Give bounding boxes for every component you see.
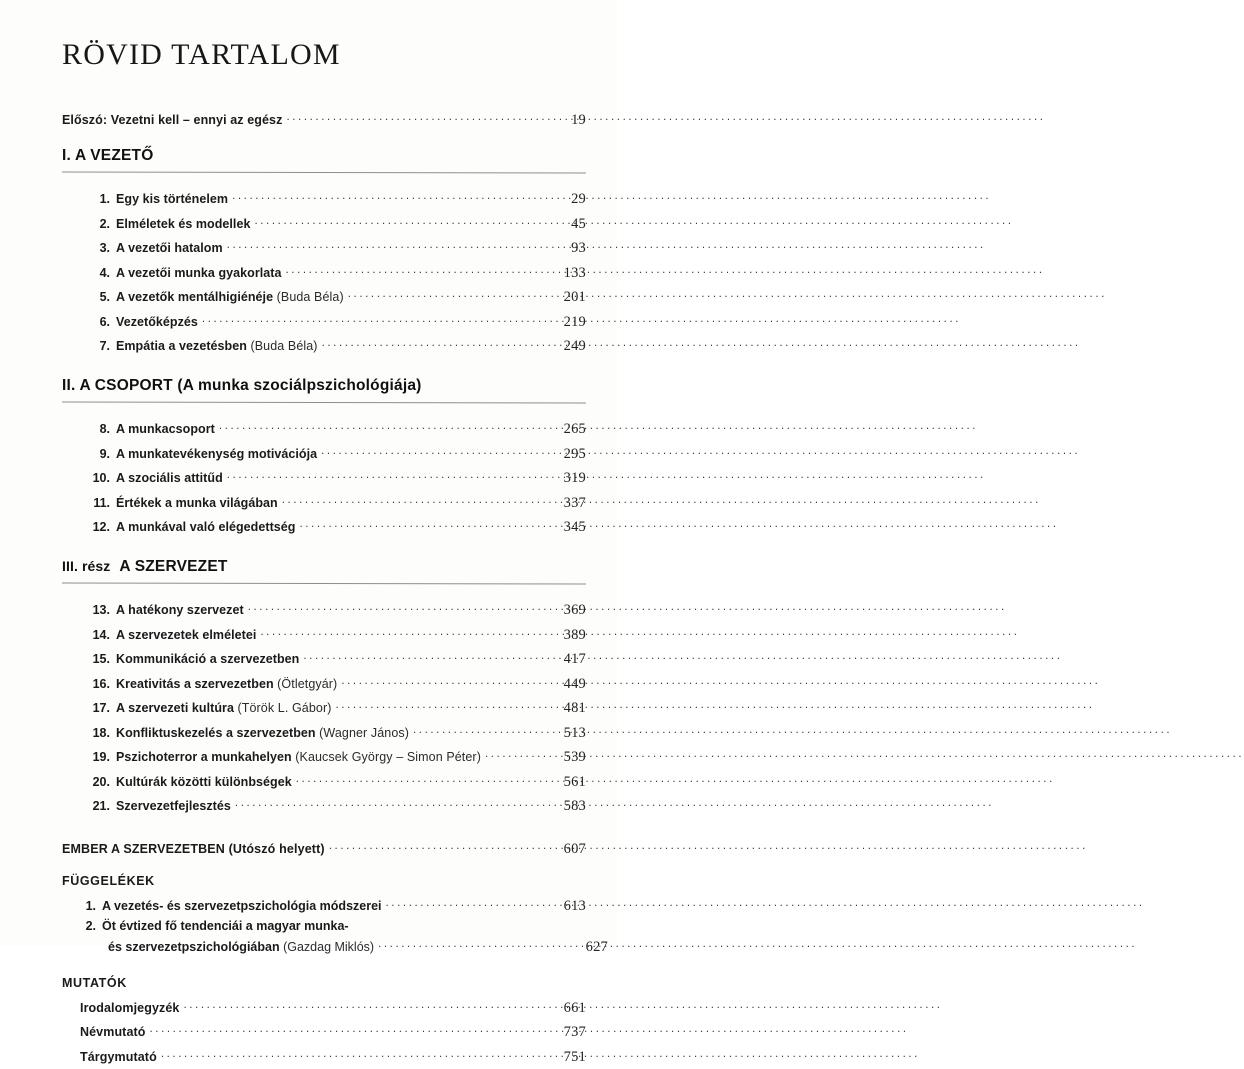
index-page: 751 bbox=[563, 1048, 586, 1065]
toc-entry[interactable] bbox=[86, 417, 586, 438]
chapter-title: A vezetői hatalom bbox=[116, 241, 223, 255]
chapter-title: Kultúrák közötti különbségek bbox=[116, 774, 292, 789]
toc-entry[interactable] bbox=[86, 623, 586, 644]
chapter-number: 13. bbox=[92, 603, 110, 617]
chapter-author: (Buda Béla) bbox=[250, 339, 318, 353]
toc-entry[interactable] bbox=[86, 721, 586, 742]
chapter-page: 513 bbox=[563, 724, 586, 741]
chapter-page: 583 bbox=[563, 798, 586, 814]
toc-entry[interactable] bbox=[80, 1045, 586, 1066]
toc-entry-epilogue[interactable] bbox=[62, 837, 586, 858]
toc-entry[interactable] bbox=[86, 696, 586, 717]
chapter-title: A szervezetek elméletei bbox=[116, 627, 257, 642]
toc-entry-multiline[interactable] bbox=[80, 918, 608, 956]
chapter-title: A szociális attitűd bbox=[116, 471, 223, 485]
appendix-author: (Gazdag Miklós) bbox=[283, 939, 375, 954]
chapter-number: 20. bbox=[92, 774, 110, 789]
chapter-page: 219 bbox=[563, 313, 586, 330]
appendix-number: 2. bbox=[85, 918, 96, 933]
dot-leader bbox=[227, 466, 549, 482]
toc-entry[interactable] bbox=[86, 491, 586, 512]
dot-leader bbox=[378, 935, 571, 951]
dot-leader bbox=[232, 187, 549, 203]
chapter-number: 15. bbox=[92, 652, 110, 666]
part-rule-3 bbox=[62, 582, 586, 584]
chapter-number: 4. bbox=[99, 265, 110, 280]
chapter-author: (Wagner János) bbox=[319, 725, 409, 740]
chapter-title: Vezetőképzés bbox=[116, 314, 198, 329]
chapter-list-3 bbox=[62, 598, 586, 815]
index-page: 661 bbox=[563, 999, 586, 1016]
appendix-title-line1 bbox=[80, 919, 586, 933]
chapter-page: 45 bbox=[571, 215, 586, 232]
chapter-author: (Török L. Gábor) bbox=[237, 701, 332, 715]
part-rule-2 bbox=[62, 401, 586, 403]
chapter-page: 389 bbox=[563, 626, 586, 643]
chapter-page: 295 bbox=[563, 445, 586, 462]
dot-leader bbox=[303, 647, 549, 663]
toc-entry[interactable] bbox=[86, 745, 586, 766]
dot-leader bbox=[254, 212, 549, 228]
preface-page: 19 bbox=[571, 112, 586, 128]
page-title: RÖVID TARTALOM bbox=[62, 38, 341, 71]
toc-entry[interactable] bbox=[86, 285, 586, 306]
chapter-number: 5. bbox=[99, 290, 110, 304]
toc-entry[interactable] bbox=[86, 261, 586, 282]
index-label: Névmutató bbox=[80, 1025, 146, 1039]
dot-leader bbox=[329, 837, 549, 853]
appendix-heading: FÜGGELÉKEK bbox=[62, 874, 155, 888]
toc-entry[interactable] bbox=[86, 515, 586, 536]
dot-leader bbox=[321, 442, 549, 458]
dot-leader bbox=[413, 721, 549, 737]
chapter-page: 133 bbox=[563, 264, 586, 281]
dot-leader bbox=[282, 491, 549, 507]
toc-entry-preface[interactable] bbox=[62, 108, 586, 129]
chapter-number: 17. bbox=[92, 701, 110, 715]
part-heading-2 bbox=[62, 377, 586, 395]
toc-entry[interactable] bbox=[86, 598, 586, 619]
chapter-page: 369 bbox=[563, 602, 586, 618]
appendix-title-line2-row bbox=[80, 935, 608, 956]
part-heading-1-text: I. A VEZETŐ bbox=[62, 147, 154, 164]
index-page: 737 bbox=[563, 1024, 586, 1040]
chapter-number: 16. bbox=[92, 676, 110, 691]
part-heading-3 bbox=[62, 558, 586, 576]
toc-entry[interactable] bbox=[86, 212, 586, 233]
dot-leader bbox=[227, 236, 549, 252]
dot-leader bbox=[150, 1020, 550, 1036]
dot-leader bbox=[485, 745, 549, 761]
dot-leader bbox=[299, 515, 549, 531]
chapter-title: Egy kis történelem bbox=[116, 192, 229, 206]
chapter-title: Pszichoterror a munkahelyen (Kaucsek György – Simon Péter) bbox=[116, 750, 481, 764]
chapter-page: 449 bbox=[563, 675, 586, 692]
dot-leader bbox=[161, 1045, 549, 1061]
dot-leader bbox=[296, 770, 549, 786]
dot-leader bbox=[183, 996, 549, 1012]
toc-entry[interactable] bbox=[86, 334, 586, 355]
chapter-number: 19. bbox=[92, 750, 110, 764]
dot-leader bbox=[248, 598, 549, 614]
toc-entry[interactable] bbox=[86, 236, 586, 257]
chapter-title: A munkacsoport bbox=[116, 422, 215, 436]
chapter-author: (Ötletgyár) bbox=[277, 676, 338, 691]
toc-entry[interactable] bbox=[80, 894, 586, 915]
chapter-author: (Buda Béla) bbox=[276, 290, 344, 304]
chapter-title: Elméletek és modellek bbox=[116, 216, 251, 231]
chapter-number: 12. bbox=[92, 520, 110, 534]
dot-leader bbox=[219, 417, 549, 433]
chapter-title: A vezetők mentálhigiénéje (Buda Béla) bbox=[116, 290, 344, 304]
chapter-number: 8. bbox=[99, 422, 110, 436]
chapter-page: 481 bbox=[563, 700, 586, 716]
chapter-number: 14. bbox=[92, 627, 110, 642]
chapter-number: 11. bbox=[93, 495, 110, 510]
toc-entry[interactable] bbox=[86, 442, 586, 463]
part-rule-1 bbox=[62, 171, 586, 173]
chapter-page: 29 bbox=[571, 191, 586, 207]
chapter-page: 265 bbox=[563, 421, 586, 437]
part-heading-1 bbox=[62, 147, 586, 165]
chapter-page: 345 bbox=[563, 519, 586, 535]
chapter-title: Empátia a vezetésben (Buda Béla) bbox=[116, 339, 318, 353]
chapter-page: 249 bbox=[563, 338, 586, 354]
toc-entry[interactable] bbox=[86, 794, 586, 815]
epilogue-page: 607 bbox=[563, 841, 586, 857]
chapter-title: Értékek a munka világában bbox=[116, 495, 278, 510]
dot-leader bbox=[202, 310, 549, 326]
toc-content bbox=[62, 108, 608, 1069]
indexes-heading: MUTATÓK bbox=[62, 975, 127, 990]
chapter-list-1 bbox=[62, 187, 586, 355]
chapter-title: A szervezeti kultúra (Török L. Gábor) bbox=[116, 701, 332, 715]
chapter-title: Kreativitás a szervezetben (Ötletgyár) bbox=[116, 676, 338, 691]
appendix-title: A vezetés- és szervezetpszichológia módszerei bbox=[102, 899, 382, 913]
chapter-number: 18. bbox=[92, 725, 110, 740]
chapter-page: 201 bbox=[563, 289, 586, 305]
chapter-number: 2. bbox=[99, 216, 110, 231]
index-list bbox=[62, 996, 586, 1066]
appendix-page: 613 bbox=[563, 898, 586, 914]
index-label: Irodalomjegyzék bbox=[80, 1000, 180, 1015]
chapter-page: 93 bbox=[571, 240, 586, 256]
toc-entry[interactable] bbox=[86, 672, 586, 693]
dot-leader bbox=[286, 108, 549, 124]
toc-entry[interactable] bbox=[86, 310, 586, 331]
chapter-number: 10. bbox=[92, 471, 110, 485]
appendix-page: 627 bbox=[585, 938, 608, 955]
toc-entry[interactable] bbox=[86, 770, 586, 791]
dot-leader bbox=[335, 696, 549, 712]
dot-leader bbox=[341, 672, 549, 688]
chapter-title: A munkatevékenység motivációja bbox=[116, 446, 318, 461]
dot-leader bbox=[386, 894, 549, 910]
chapter-page: 337 bbox=[563, 494, 586, 511]
chapter-title: A vezetői munka gyakorlata bbox=[116, 265, 282, 280]
chapter-number: 21. bbox=[92, 799, 110, 813]
index-label: Tárgymutató bbox=[80, 1049, 157, 1064]
part-heading-3-prefix: III. rész bbox=[62, 558, 111, 574]
toc-entry[interactable] bbox=[80, 996, 586, 1017]
toc-entry[interactable] bbox=[86, 187, 586, 208]
chapter-title: A hatékony szervezet bbox=[116, 603, 244, 617]
appendix-number: 1. bbox=[85, 899, 96, 913]
chapter-page: 561 bbox=[563, 773, 586, 790]
chapter-page: 539 bbox=[563, 749, 586, 765]
appendix-list bbox=[62, 894, 608, 956]
dot-leader bbox=[235, 794, 549, 810]
part-heading-3-text: A SZERVEZET bbox=[119, 558, 228, 575]
dot-leader bbox=[260, 623, 549, 639]
chapter-title: A munkával való elégedettség bbox=[116, 520, 296, 534]
chapter-author: (Kaucsek György – Simon Péter) bbox=[295, 750, 481, 764]
toc-entry[interactable] bbox=[86, 466, 586, 487]
toc-entry[interactable] bbox=[86, 647, 586, 668]
chapter-title: Szervezetfejlesztés bbox=[116, 799, 231, 813]
chapter-title: Konfliktuskezelés a szervezetben (Wagner János) bbox=[116, 725, 409, 740]
preface-label: Előszó: Vezetni kell – ennyi az egész bbox=[62, 113, 283, 127]
chapter-title: Kommunikáció a szervezetben bbox=[116, 652, 300, 666]
chapter-number: 3. bbox=[99, 241, 110, 255]
chapter-page: 319 bbox=[563, 470, 586, 486]
appendix-title-text: Öt évtized fő tendenciái a magyar munka- bbox=[102, 918, 349, 933]
toc-entry[interactable] bbox=[80, 1020, 586, 1041]
chapter-number: 9. bbox=[99, 446, 110, 461]
epilogue-label: EMBER A SZERVEZETBEN (Utószó helyett) bbox=[62, 842, 325, 856]
chapter-number: 6. bbox=[99, 314, 110, 329]
toc-page bbox=[0, 0, 617, 1065]
dot-leader bbox=[322, 334, 549, 350]
appendix-title-line2: és szervezetpszichológiában (Gazdag Miklós) bbox=[108, 939, 375, 954]
chapter-list-2 bbox=[62, 417, 586, 536]
part-heading-2-text: II. A CSOPORT (A munka szociálpszichológiája) bbox=[62, 377, 422, 394]
chapter-page: 417 bbox=[563, 651, 586, 667]
dot-leader bbox=[285, 261, 549, 277]
chapter-number: 1. bbox=[99, 192, 110, 206]
chapter-number: 7. bbox=[99, 339, 110, 353]
dot-leader bbox=[348, 285, 549, 301]
